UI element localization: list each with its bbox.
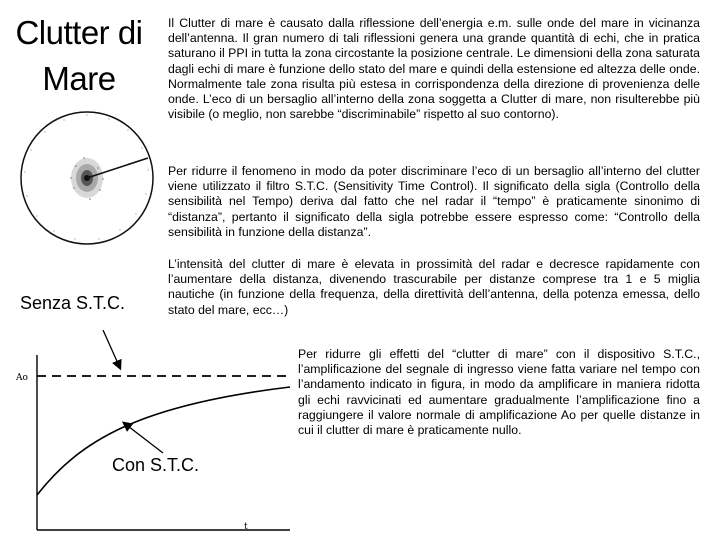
paragraph-stc-effect: Per ridurre gli effetti del “clutter di mare” con il dispositivo S.T.C., l’amplificazione del segnale di ingresso viene fatta variare nel tempo con l’andamento indicato in figura, in modo da amplificare in maniera ridotta gli echi ravvicinati ed aumentare gradualmente l’amplificazione fino a raggiungere il valore normale di amplificazione Ao per quelle distanze in cui il clutter di mare è praticamente nullo. <box>298 347 700 438</box>
arrow-senza-stc <box>103 330 120 368</box>
paragraph-clutter-description: Il Clutter di mare è causato dalla riflessione dell’energia e.m. sulle onde del mare in vicinanza dell’antenna. Il gran numero di tali riflessioni genera una grande quantità di echi, che in pratica saturano il PPI in tutta la zona circostante la posizione centrale. Le dimensioni della zona saturata dagli echi di mare è funzione dello stato del mare e quindi della estensione ed altezza delle onde. Normalmente tale zona risulta più estesa in corrispondenza della direzione di provenienza delle onde. L’eco di un bersaglio all’interno della zona soggetta a Clutter di mare, non risulterebbe più visibile (o meglio, non sarebbe “discriminabile” rispetto al suo contorno). <box>168 16 700 122</box>
label-con-stc: Con S.T.C. <box>112 455 200 475</box>
paragraph-stc-definition: Per ridurre il fenomeno in modo da poter discriminare l’eco di un bersaglio all’interno del clutter viene utilizzato il filtro S.T.C. (Sensitivity Time Control). Il significato della sigla (Controllo della sensibilità nel Tempo) deriva dal fatto che nel radar il “tempo” è praticamente sinonimo di “distanza”, pertanto il significato della sigla potrebbe essere espresso come: “Controllo della sensibilità in funzione della distanza”. <box>168 164 700 239</box>
page-title: Clutter di Mare <box>15 14 143 97</box>
arrow-con-stc <box>124 423 163 453</box>
sea-clutter-blob <box>70 157 104 200</box>
paragraph-clutter-intensity: L’intensità del clutter di mare è elevata in prossimità del radar e decresce rapidamente con l’aumentare della distanza, divenendo trascurabile per distanze comprese tra 1 e 5 miglia nautiche (in funzione della frequenza, della direttività dell’antenna, della potenza emessa, dello stato del mare, ecc…) <box>168 257 700 317</box>
x-axis-label: t <box>244 522 248 532</box>
label-senza-stc: Senza S.T.C. <box>20 293 126 313</box>
ppi-display-image <box>14 108 164 258</box>
stc-gain-graph <box>0 330 300 540</box>
stc-gain-curve <box>37 387 290 495</box>
y-axis-label: Ao <box>16 373 28 383</box>
